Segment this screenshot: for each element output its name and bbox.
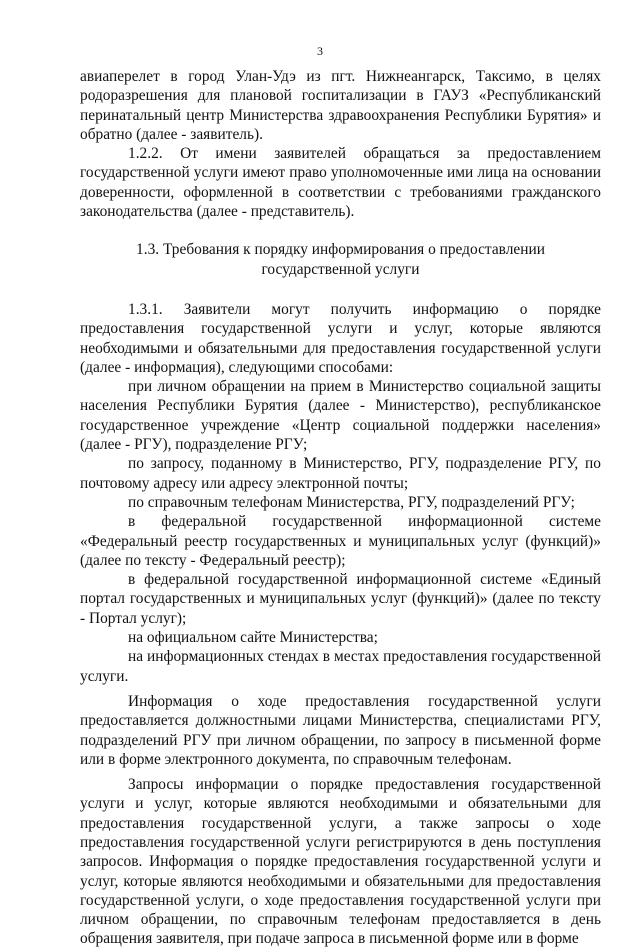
- paragraph-representative: 1.2.2. От имени заявителей обращаться за предоставлением государственной услуги имеют право уполномоченные ими лица на основании доверенности, оформленной в соответствии с требованиями гражданского законодательства (далее - представитель).: [80, 145, 601, 221]
- paragraph-request-registration: Запросы информации о порядке предоставления государственной услуги и услуг, которые являются необходимыми и обязательными для предоставления государственной услуги, а также запросы о ходе предоставления государственной услуги регистрируются в день поступления запросов. Информация о порядке предоставления государственной услуги и услуг, которые являются необходимыми и обязательными для предоставления государственной услуги, о ходе предоставления государственной услуги при личном обращении, по справочным телефонам предоставляется в день обращения заявителя, при подаче запроса в письменной форме или в форме: [80, 776, 601, 948]
- paragraph-applicant-definition: авиаперелет в город Улан-Удэ из пгт. Нижнеангарск, Таксимо, в целях родоразрешения для плановой госпитализации в ГАУЗ «Республиканский перинатальный центр Министерства здравоохранения Республики Бурятия» и обратно (далее - заявитель).: [80, 68, 601, 143]
- paragraph-progress-info: Информация о ходе предоставления государственной услуги предоставляется должностными лицами Министерства, специалистами РГУ, подразделений РГУ при личном обращении, по запросу в письменной форме или в форме электронного документа, по справочным телефонам.: [80, 692, 601, 768]
- list-item-personal-visit: при личном обращении на прием в Министерство социальной защиты населения Республики Бурятия (далее - Министерство), республиканское государственное учреждение «Центр социальной поддержки населения» (далее - РГУ), подразделение РГУ;: [80, 378, 601, 454]
- list-item-official-site: на официальном сайте Министерства;: [128, 629, 378, 647]
- section-heading: 1.3. Требования к порядку информирования о предоставлении государственной услуги: [136, 241, 545, 278]
- list-item-info-stands: на информационных стендах в местах предоставления государственной услуги.: [80, 648, 601, 685]
- page-number: 3: [317, 44, 323, 58]
- list-item-unified-portal: в федеральной государственной информационной системе «Единый портал государственных и муниципальных услуг (функций)» (далее по тексту - Портал услуг);: [80, 571, 601, 627]
- paragraph-info-methods: 1.3.1. Заявители могут получить информацию о порядке предоставления государственной услуги и услуг, которые являются необходимыми и обязательными для предоставления государственной услуги (далее - информация), следующими способами:: [80, 300, 601, 376]
- document-body: [80, 67, 601, 949]
- list-item-federal-registry: в федеральной государственной информационной системе «Федеральный реестр государственных и муниципальных услуг (функций)» (далее по тексту - Федеральный реестр);: [80, 513, 601, 569]
- list-item-written-request: по запросу, поданному в Министерство, РГУ, подразделение РГУ, по почтовому адресу или адресу электронной почты;: [80, 455, 601, 492]
- list-item-phone: по справочным телефонам Министерства, РГУ, подразделений РГУ;: [128, 493, 575, 511]
